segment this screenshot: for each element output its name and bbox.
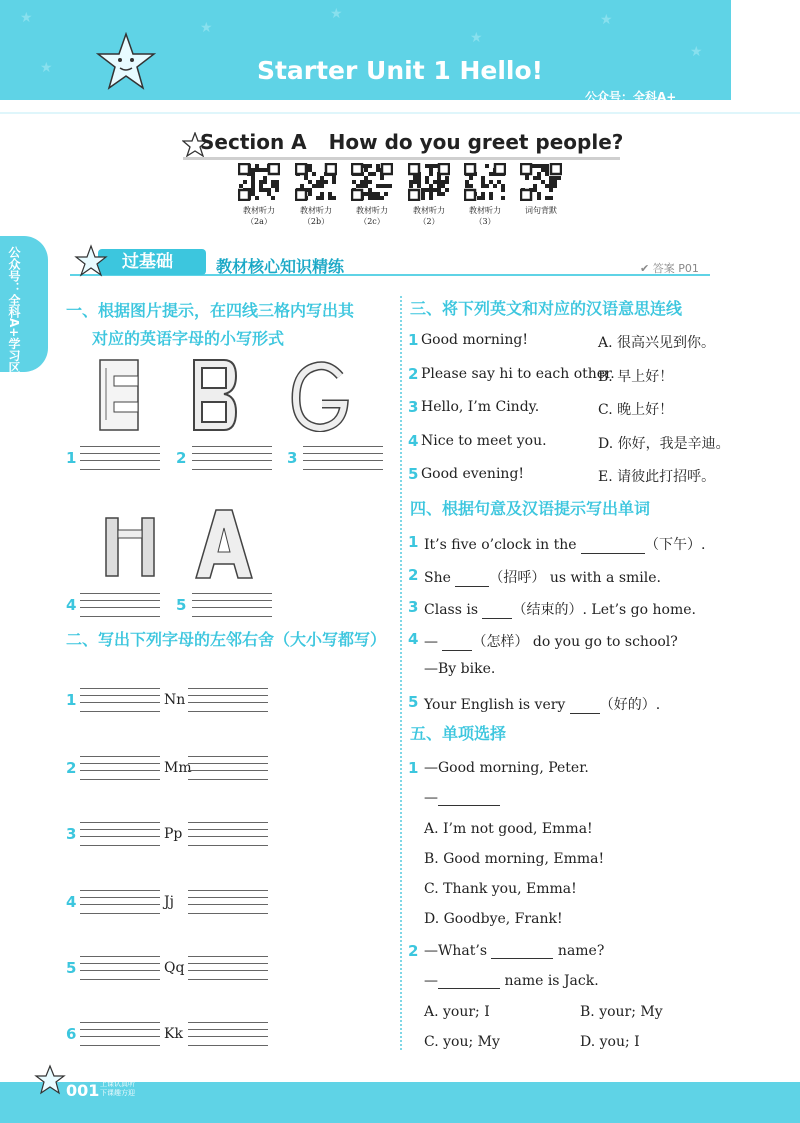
question-stem [424,943,604,959]
qr-sublabel: （3） [474,217,496,226]
item-number: 1 [408,331,419,349]
letter-g-picture [290,360,350,432]
brand-text: 公众号：全科A+ [585,90,677,104]
qr-code[interactable] [229,163,289,227]
item-number: 2 [408,566,419,584]
star-icon: ★ [40,60,53,76]
left-neighbor-lines[interactable] [80,822,160,846]
star-icon: ★ [600,12,613,28]
item-number: 3 [66,825,77,843]
given-letter: Jj [164,894,174,910]
qr-label: 教材听力 [413,206,445,215]
hint: （怎样） [472,634,529,650]
qr-sublabel: （2） [418,217,440,226]
sentence [424,534,705,554]
item-number: 2 [176,449,187,467]
chinese-meaning[interactable]: E. 请彼此打招呼。 [598,469,716,485]
answer-blank[interactable] [438,791,500,806]
qr-sublabel: （2a） [246,217,272,226]
item-number: 2 [66,759,77,777]
left-neighbor-lines[interactable] [80,756,160,780]
part4-title: 四、根据句意及汉语提示写出单词 [410,499,651,518]
slogan-line: 下课趣方迎 [100,1089,135,1097]
item-number: 1 [408,533,419,551]
qr-sublabel: （2b） [302,217,330,226]
star-icon: ★ [470,30,483,46]
qr-code[interactable] [511,163,571,216]
qr-code[interactable] [342,163,402,227]
option[interactable]: D. Goodbye, Frank! [424,911,563,927]
qr-label: 教材听力 [469,206,501,215]
band-label: 过基础 [98,249,206,275]
sentence [424,567,661,587]
divider [0,112,800,114]
answer-blank[interactable] [438,974,500,989]
star-icon: ★ [330,6,343,22]
qr-code[interactable] [399,163,459,227]
answer-text: 答案 P01 [652,262,699,275]
qr-code[interactable] [286,163,346,227]
chinese-meaning[interactable]: A. 很高兴见到你。 [598,335,716,351]
sentence-after: Let’s go home. [591,602,696,618]
right-neighbor-lines[interactable] [188,756,268,780]
item-number: 6 [66,1025,77,1043]
qr-code-icon [238,163,280,201]
qr-sublabel: （2c） [359,217,385,226]
writing-lines[interactable] [192,446,272,470]
qr-label: 教材听力 [300,206,332,215]
qr-code-icon [351,163,393,201]
part1-title-line1: 一、根据图片提示，在四线三格内写出其 [66,301,355,320]
item-number: 3 [287,449,298,467]
part3-title: 三、将下列英文和对应的汉语意思连线 [410,299,683,318]
page-number: 001 [66,1081,100,1100]
item-number: 1 [66,691,77,709]
part2-title: 二、写出下列字母的左邻右舍（大小写都写） [66,630,387,649]
footer-slogan [100,1080,135,1098]
given-letter: Qq [164,960,185,976]
right-neighbor-lines[interactable] [188,890,268,914]
answer-reference: ✔ 答案 P01 [640,262,699,275]
writing-lines[interactable] [80,446,160,470]
qr-label: 词句背默 [525,206,557,215]
hint: （招呼） [489,570,546,586]
section-heading [200,130,623,154]
answer-blank[interactable] [581,539,645,554]
item-number: 1 [66,449,77,467]
question-reply [424,790,500,806]
section-title: Section A [200,130,307,154]
sentence-before: Your English is very [424,697,566,713]
answer-blank[interactable] [455,572,489,587]
item-number: 1 [408,759,419,777]
qr-code-icon [520,163,562,201]
part1-title [66,297,396,353]
qr-code[interactable] [455,163,515,227]
hint: （结束的）. [512,602,587,618]
item-number: 5 [66,959,77,977]
writing-lines[interactable] [80,593,160,617]
sentence-after: us with a smile. [549,570,661,586]
item-number: 5 [408,465,419,483]
answer-blank[interactable] [570,699,600,714]
qr-code-icon [464,163,506,201]
option[interactable]: C. Thank you, Emma! [424,881,577,897]
item-number: 4 [66,893,77,911]
left-neighbor-lines[interactable] [80,688,160,712]
letter-h-picture [104,516,156,578]
sentence [424,694,660,714]
chinese-meaning[interactable]: B. 早上好！ [598,368,674,385]
letter-a-picture [194,508,254,580]
english-phrase[interactable]: Please say hi to each other. [421,365,615,382]
sentence [424,599,696,619]
part4-reply: —By bike. [424,661,496,677]
writing-lines[interactable] [192,593,272,617]
option[interactable]: A. I’m not good, Emma! [424,821,593,837]
right-neighbor-lines[interactable] [188,956,268,980]
left-neighbor-lines[interactable] [80,956,160,980]
part5-title: 五、单项选择 [410,724,507,743]
answer-blank[interactable] [482,604,512,619]
left-neighbor-lines[interactable] [80,890,160,914]
star-icon: ★ [690,44,703,60]
star-icon: ★ [20,10,33,26]
left-neighbor-lines[interactable] [80,1022,160,1046]
english-phrase[interactable]: Nice to meet you. [421,432,547,449]
item-number: 4 [408,630,419,648]
given-letter: Nn [164,692,186,708]
answer-blank[interactable] [442,636,472,651]
sentence-before: It’s five o’clock in the [424,537,577,553]
sentence-before: Class is [424,602,479,618]
qr-code-icon [408,163,450,201]
item-number: 4 [408,431,419,450]
given-letter: Mm [164,760,192,776]
sentence-before: She [424,570,451,586]
english-phrase[interactable]: Good evening! [421,466,525,482]
chinese-meaning[interactable]: D. 你好，我是辛迪。 [598,435,730,452]
qr-label: 教材听力 [356,206,388,215]
item-number: 3 [408,398,419,416]
band-subtitle: 教材核心知识精练 [216,257,345,276]
stem-part: —What’s [424,943,488,959]
item-number: 2 [408,942,419,960]
question-stem: —Good morning, Peter. [424,760,589,776]
hint: （下午）. [644,537,706,553]
item-number: 5 [408,693,419,711]
option[interactable]: B. your; My [580,1004,663,1020]
part1-title-line2: 对应的英语字母的小写形式 [92,329,285,348]
option[interactable]: D. you; I [580,1034,640,1050]
letter-b-picture [190,358,240,432]
item-number: 2 [408,364,419,383]
english-phrase[interactable]: Good morning! [421,332,528,348]
sentence [424,631,678,651]
english-phrase[interactable]: Hello, I’m Cindy. [421,399,540,415]
right-neighbor-lines[interactable] [188,688,268,712]
item-number: 3 [408,598,419,616]
qr-label: 教材听力 [243,206,275,215]
option[interactable]: C. you; My [424,1034,500,1050]
given-letter: Pp [164,826,183,842]
star-mascot-icon [34,1064,66,1096]
reply-dash: — [424,790,438,806]
unit-title: Starter Unit 1 Hello! [256,56,544,85]
slogan-line: 上课认真听 [100,1080,135,1088]
stem-part: name? [557,943,605,959]
hint: （好的）. [599,697,661,713]
reply-dash: — [424,973,438,989]
right-neighbor-lines[interactable] [188,1022,268,1046]
qr-code-icon [295,163,337,201]
star-mascot-icon [74,244,108,278]
question-reply [424,973,599,989]
column-divider [400,296,402,1050]
side-tab-label: 公众号：全科A+学习区 [7,246,21,374]
divider [183,157,620,160]
writing-lines[interactable] [303,446,383,470]
given-letter: Kk [164,1026,183,1042]
star-icon: ★ [200,20,213,36]
sentence-before: — [424,634,438,650]
chinese-meaning[interactable]: C. 晚上好！ [598,402,674,418]
item-number: 5 [176,596,187,614]
reply-part: name is Jack. [504,973,599,989]
letter-e-picture [96,358,142,432]
section-question: How do you greet people? [328,130,624,154]
sentence-after: do you go to school? [532,634,678,650]
right-neighbor-lines[interactable] [188,822,268,846]
option[interactable]: B. Good morning, Emma! [424,851,605,867]
answer-blank[interactable] [491,944,553,959]
option[interactable]: A. your; I [424,1004,490,1020]
item-number: 4 [66,596,77,614]
